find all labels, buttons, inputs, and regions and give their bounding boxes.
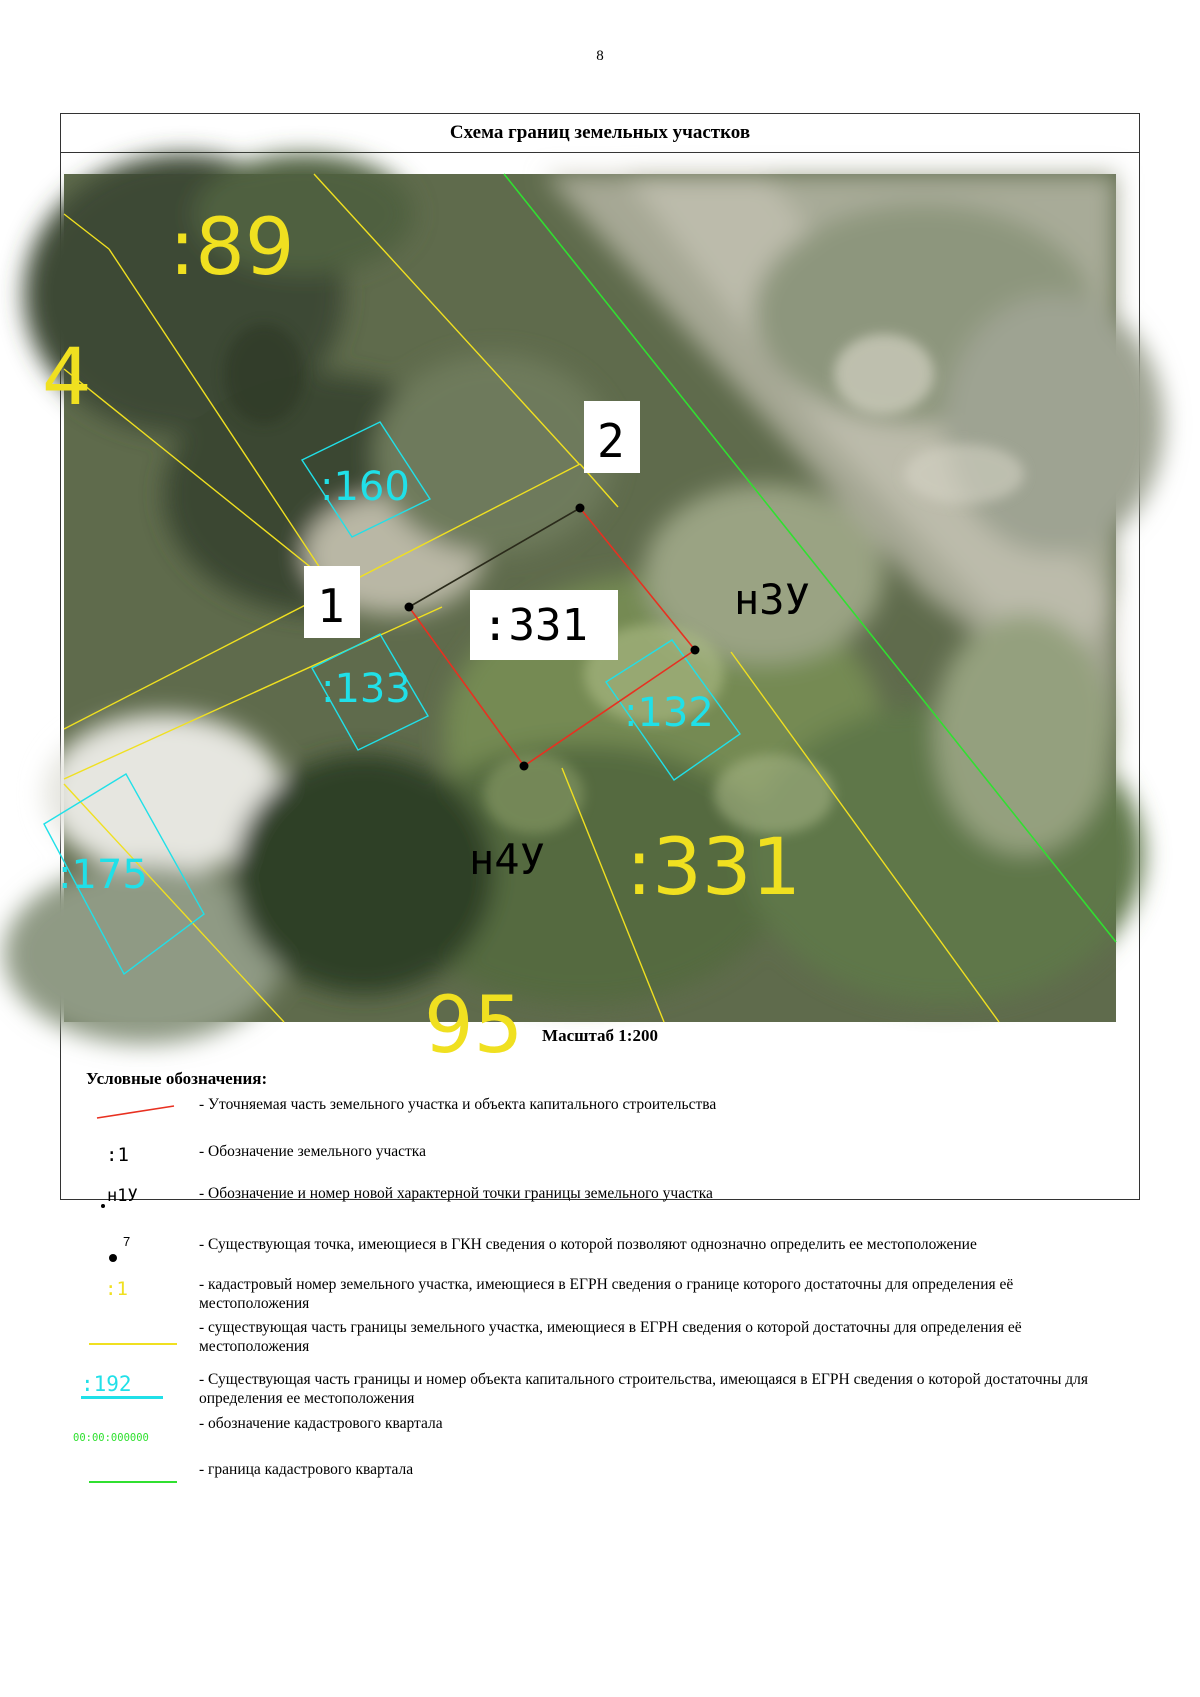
parcel-label-331: :331: [626, 823, 802, 913]
parcel-label-4: 4: [42, 333, 92, 423]
point-label-2: 2: [597, 414, 625, 468]
parcel-label-89: :89: [169, 203, 295, 293]
legend-symbol-quarter: 00:00:000000: [73, 1432, 149, 1444]
legend-text: - Уточняемая часть земельного участка и объекта капитального строительства: [199, 1096, 717, 1113]
legend-text: - Существующая точка, имеющиеся в ГКН сведения о которой позволяют однозначно определить ее местоположение: [199, 1236, 977, 1253]
building-label-175: :175: [58, 852, 148, 898]
point-n4u-marker: [520, 762, 529, 771]
point-label-n4u: н4У: [469, 835, 545, 884]
point-n3u-marker: [691, 646, 700, 655]
legend-text: - обозначение кадастрового квартала: [199, 1415, 443, 1432]
point-label-n3u: н3У: [734, 575, 810, 624]
point-label-1: 1: [317, 579, 345, 633]
legend-text: - Обозначение земельного участка: [199, 1143, 426, 1160]
red-line-icon: [69, 1088, 179, 1128]
yellow-line-icon: [69, 1322, 179, 1362]
legend-symbol-cadastral-number: :1: [105, 1278, 128, 1300]
building-label-160: :160: [320, 464, 410, 510]
legend-symbol-existing-point: 7: [123, 1234, 131, 1249]
point-1-marker: [405, 603, 414, 612]
legend-text: - граница кадастрового квартала: [199, 1461, 414, 1478]
page-number: 8: [596, 48, 604, 64]
legend-title: Условные обозначения:: [86, 1069, 268, 1088]
building-label-133: :133: [321, 666, 411, 712]
parcel-label-95: 95: [424, 981, 524, 1071]
legend-symbol-building: :192: [81, 1372, 163, 1399]
parcel-designation: :331: [482, 600, 588, 651]
legend-symbol-new-point: н1У: [107, 1186, 138, 1206]
scheme-frame: [42, 113, 1140, 1478]
legend-symbol-parcel: :1: [106, 1144, 129, 1166]
legend-text: - Обозначение и номер новой характерной точки границы земельного участка: [199, 1185, 713, 1202]
scheme-title: Схема границ земельных участков: [61, 114, 1139, 153]
legend-text: - кадастровый номер земельного участка, имеющиеся в ЕГРН сведения о границе которого достаточны для определения её местоположения: [199, 1276, 1014, 1312]
legend-text: - Существующая часть границы и номер объекта капитального строительства, имеющаяся в ЕГРН сведения о которой достаточны для определения ее местоположения: [199, 1371, 1089, 1407]
building-label-132: :132: [624, 690, 714, 736]
point-dot-icon: [99, 1202, 107, 1210]
point-dot-icon: [107, 1252, 119, 1264]
legend-text: - существующая часть границы земельного участка, имеющиеся в ЕГРН сведения о которой достаточны для определения её местоположения: [199, 1319, 1022, 1355]
point-2-marker: [576, 504, 585, 513]
green-line-icon: [69, 1458, 179, 1498]
map-scale: Масштаб 1:200: [542, 1026, 658, 1045]
